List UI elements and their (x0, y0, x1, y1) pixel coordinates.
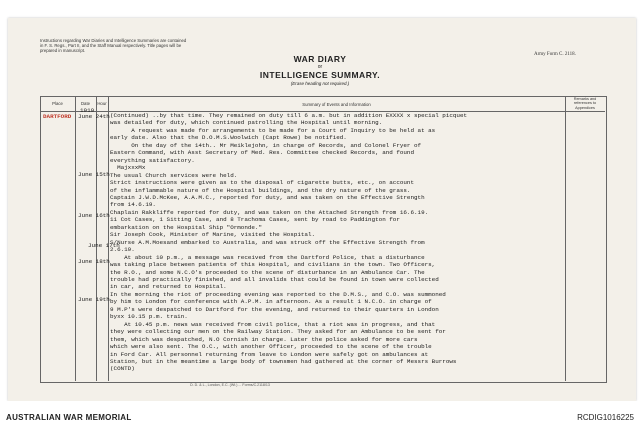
printer-imprint: D. D. & L., London, E.C. (Wt.) ... Forms/C.2118/13 (190, 383, 270, 387)
title-war-diary: WAR DIARY (293, 54, 347, 64)
summary-line: early date. Also that the D.O.M.S.Woolwich (Capt Rowe) be notified. (110, 134, 347, 142)
summary-line: was taking place between patients of this Hospital, and civilians in the town. Two Officers, (110, 261, 436, 269)
summary-line: S/Nurse A.M.Moesand embarked to Australia, and was struck off the Effective Strength from (110, 238, 425, 246)
date-entry: June 15th (78, 171, 110, 178)
summary-line: On the day of the 14th.. Mr Meiklejohn, in charge of Records, and Colonel Fryer of (110, 141, 422, 149)
summary-line: by him to London for conference with A.P.M. in afternoon. As a result 1 N.C.O. in charge of (110, 298, 432, 306)
form-number: Army Form C. 2118. (534, 52, 576, 57)
date-entry: June 19th (78, 296, 110, 303)
summary-line: A request was made for arrangements to be made for a Court of Inquiry to be held at as (110, 126, 436, 134)
summary-line: At 10.45 p.m. news was received from civil police, that a riot was in progress, and that (110, 320, 436, 328)
column-header-date: Date (80, 101, 91, 106)
summary-line: the R.O., and some N.C.O's proceeded to the scene of disturbance in an Ambulance Car. The (110, 268, 425, 276)
date-entry: June 18th (78, 258, 110, 265)
summary-line: from 14.6.19. (110, 201, 156, 209)
summary-line: in Ford Car. All personnel returning from leave to London were safely got on ambulances at (110, 350, 429, 358)
record-reference: RCDIG1016225 (577, 413, 634, 422)
summary-line: In the morning the riot of proceeding evening was reported to the D.M.S., and C.O. was summoned (110, 290, 446, 298)
summary-line: MajxxxMx (110, 164, 146, 172)
summary-line: (Continued) ..by that time. They remained on duty till 6 a.m. but in addition EXXXX x special picquet (110, 112, 468, 119)
date-entry: June 17th (88, 242, 120, 249)
date-entry: June 24th (78, 113, 110, 120)
summary-line: trouble had practically finished, and all invalids that could be found in town were collected (110, 275, 439, 283)
summary-line: At about 10 p.m., a message was received from the Dartford Police, that a disturbance (110, 253, 425, 261)
title-subtitle: (Erase heading not required.) (290, 81, 350, 86)
summary-line: Eastern Command, with Asst Secretary of Med. Res. Committee checked Records, and found (110, 149, 415, 157)
column-header-place: Place (52, 101, 63, 106)
title-intelligence-summary: INTELLIGENCE SUMMARY. (259, 70, 381, 80)
summary-line: Strict instructions were given as to the disposal of cigarette butts, etc., on account (110, 179, 415, 187)
place-dartford: DARTFORD (43, 113, 72, 120)
column-divider (75, 96, 76, 381)
summary-line: 9 M.P's were despatched to Dartford for the evening, and returned to their quarters in London (110, 305, 439, 313)
summary-line: they were collecting our men on the Railway Station. They asked for an Ambulance to be sent for (110, 328, 446, 336)
summary-body (110, 112, 565, 373)
summary-line: embarkation on the Hospital Ship "Ormonde." (110, 223, 263, 231)
archive-footer (0, 401, 640, 433)
summary-line: them, which was despatched, N.O Cornish in charge. Later the police asked for more cars (110, 335, 418, 343)
instructions-note: Instructions regarding War Diaries and Intelligence Summaries are contained in F. S. Regs., Part II, and the Staff Manual respectively. Title pages will be prepared in manuscript. (40, 38, 187, 54)
column-divider (96, 96, 97, 381)
column-header-hour: Hour (97, 101, 107, 106)
institution-name: AUSTRALIAN WAR MEMORIAL (6, 413, 132, 422)
summary-line: which were also sent. The O.C., with another Officer, proceeded to the scene of the trouble (110, 343, 432, 351)
column-header-summary: Summary of Events and Information (302, 102, 371, 107)
date-year: 1919 (80, 107, 95, 114)
summary-line: of the inflammable nature of the Hospital buildings, and the dry nature of the grass. (110, 186, 411, 194)
summary-line: Station, but in the meantime a large body of townsmen had gathered at the corner of Messrs Burrows (110, 357, 457, 365)
summary-line: 2.6.19. (110, 246, 135, 254)
date-entry: June 16th (78, 212, 110, 219)
summary-line: Chaplain Rakkliffe reported for duty, and was taken on the Attached Strength from 16.6.19. (110, 208, 429, 216)
summary-line: was detailed for duty, which continued patrolling the Hospital until morning. (110, 119, 383, 127)
column-divider (108, 96, 109, 381)
summary-line: byxx 10.15 p.m. train. (110, 313, 188, 321)
summary-line: 11 Cot Cases, 1 Sitting Case, and 8 Trachoma Cases, sent by road to Paddington for (110, 216, 400, 224)
summary-line: in car, and returned to Hospital. (110, 283, 227, 291)
summary-line: (CONTD) (110, 365, 135, 373)
summary-line: The usual Church services were held. (110, 171, 238, 179)
summary-line: Captain J.W.D.McKee, A.A.M.C., reported for duty, and was taken on the Effective Strength (110, 193, 425, 201)
summary-line: everything satisfactory. (110, 156, 195, 164)
column-divider (565, 96, 566, 381)
column-header-remarks: Remarks and references to Appendices (573, 97, 597, 110)
title-or: or (317, 64, 323, 70)
summary-line: Sir Joseph Cook, Minister of Marine, visited the Hospital. (110, 231, 316, 239)
